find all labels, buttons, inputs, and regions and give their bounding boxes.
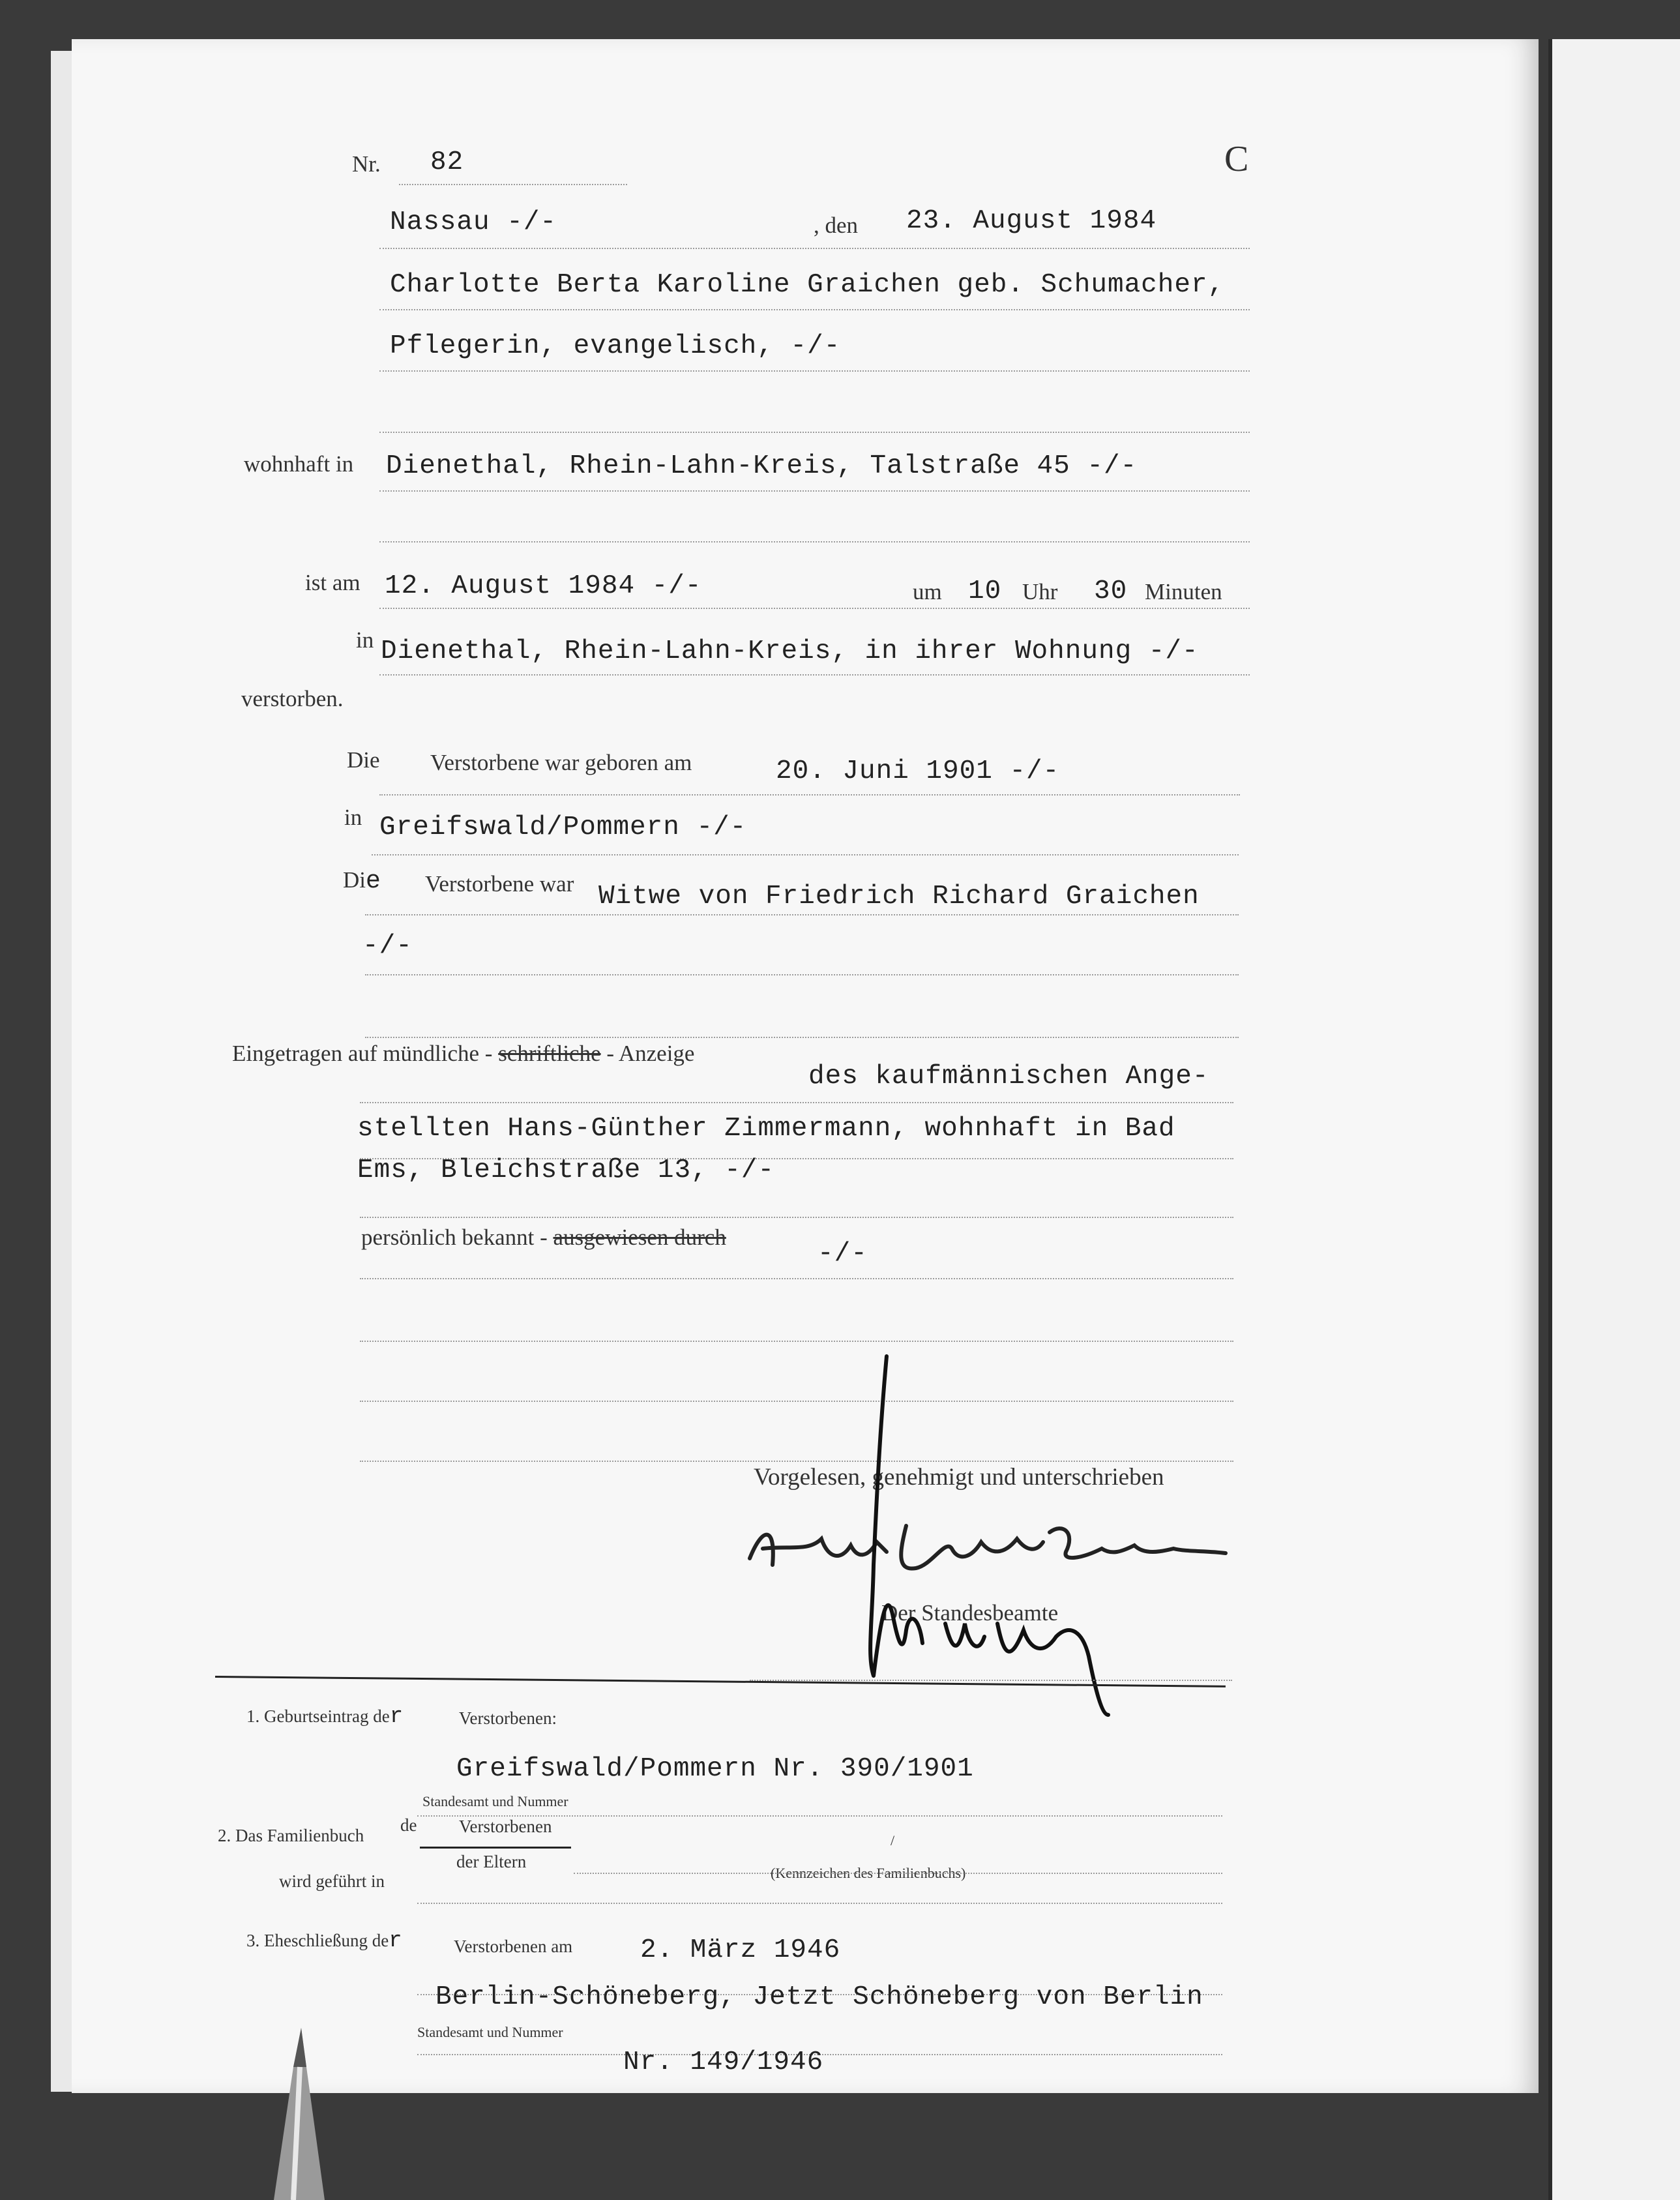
deceased-occupation: Pflegerin, evangelisch, -/- (390, 331, 841, 361)
standesbeamte-label: Der Standesbeamte (881, 1600, 1059, 1626)
item2-line (574, 1873, 1222, 1874)
status-text: Witwe von Friedrich Richard Graichen (598, 882, 1200, 912)
eingetragen-group (232, 1041, 694, 1067)
minuten-label: Minuten (1145, 579, 1222, 604)
status-continuation: -/- (362, 931, 413, 961)
birth-in-label: in (344, 805, 362, 830)
death-place: Dienethal, Rhein-Lahn-Kreis, in ihrer Wohnung -/- (381, 636, 1199, 666)
item1-value: Greifswald/Pommern Nr. 390/1901 (456, 1754, 974, 1784)
anzeige-label: - Anzeige (606, 1041, 695, 1066)
den-label: , den (814, 213, 859, 238)
death-place-line (379, 674, 1250, 676)
item2-verstorbenen: Verstorbenen (459, 1817, 552, 1836)
um-label: um (913, 579, 942, 604)
birth-place-line (372, 854, 1239, 855)
death-in-label: in (356, 627, 374, 653)
nr-underline (399, 184, 627, 185)
occupation-line (379, 370, 1250, 372)
registration-line-2: stellten Hans-Günther Zimmermann, wohnhaft in Bad (357, 1114, 1175, 1144)
vorgelesen-label: Vorgelesen, genehmigt und unterschrieben (754, 1464, 1164, 1491)
birth-die-label: Die (347, 747, 380, 773)
eingetragen-label: Eingetragen auf mündliche - (232, 1041, 493, 1066)
name-line (379, 309, 1250, 310)
item1-label: 1. Geburtseintrag der (246, 1704, 404, 1729)
struck-ausgewiesen: ausgewiesen durch (553, 1225, 726, 1250)
item3-label: 3. Eheschließung der (246, 1929, 403, 1954)
birth-place: Greifswald/Pommern -/- (379, 812, 747, 842)
place-date-line (379, 248, 1250, 249)
deceased-address: Dienethal, Rhein-Lahn-Kreis, Talstraße 45 -/- (386, 451, 1138, 481)
item3-standesamt: Standesamt und Nummer (417, 2024, 563, 2040)
date-value: 23. August 1984 (906, 206, 1157, 236)
registrar-signature (847, 1350, 1173, 1721)
birth-date: 20. Juni 1901 -/- (776, 756, 1060, 786)
item1-verstorbenen: Verstorbenen: (459, 1708, 557, 1728)
struck-schriftliche: schriftliche (498, 1041, 601, 1066)
blank-line-2 (379, 541, 1250, 543)
wohnhaft-label: wohnhaft in (244, 451, 354, 477)
pen-tip (261, 2028, 339, 2200)
item2-gefuehrt: wird geführt in (279, 1871, 385, 1891)
deceased-name: Charlotte Berta Karoline Graichen geb. Schumacher, (390, 270, 1225, 300)
item2-label: 2. Das Familienbuch (218, 1826, 364, 1845)
blank-line-4 (360, 1341, 1233, 1342)
address-line (379, 490, 1250, 492)
ist-am-label: ist am (305, 570, 361, 595)
blank-line-1 (379, 432, 1250, 433)
registration-underline-3 (360, 1217, 1233, 1218)
death-date: 12. August 1984 -/- (385, 571, 702, 601)
status-verstorbene-label: Verstorbene war (425, 871, 574, 897)
item2-de: de (400, 1815, 417, 1835)
item2-underline (420, 1847, 571, 1849)
facing-page (1548, 39, 1680, 2200)
registration-line-1: des kaufmännischen Ange- (808, 1062, 1209, 1092)
status-line (365, 914, 1239, 915)
place-value: Nassau -/- (390, 207, 557, 237)
item3-place: Berlin-Schöneberg, Jetzt Schöneberg von Berlin (435, 1982, 1203, 2012)
item1-standesamt: Standesamt und Nummer (422, 1793, 568, 1809)
signature-line (750, 1680, 1232, 1681)
uhr-label: Uhr (1022, 579, 1058, 604)
status-die-label: Die (343, 867, 381, 895)
item3-nr: Nr. 149/1946 (623, 2047, 824, 2077)
bekannt-label: persönlich bekannt - (361, 1225, 548, 1250)
birth-verstorbene-label: Verstorbene war geboren am (430, 750, 692, 775)
registration-line-3: Ems, Bleichstraße 13, -/- (357, 1155, 775, 1185)
item2-eltern: der Eltern (456, 1852, 527, 1871)
death-minute: 30 (1094, 576, 1128, 606)
death-hour: 10 (968, 576, 1002, 606)
nr-value: 82 (430, 147, 464, 177)
item3-date: 2. März 1946 (640, 1935, 841, 1965)
blank-line-3 (365, 1037, 1239, 1038)
item2-kennzeichen: (Kennzeichen des Familienbuchs) (771, 1865, 966, 1881)
item2-line-2 (417, 1903, 1222, 1904)
bekannt-value: -/- (818, 1239, 868, 1269)
death-date-line (379, 608, 1250, 609)
item2-slash: / (891, 1832, 895, 1849)
nr-label: Nr. (352, 151, 381, 177)
item3-verstorbenen: Verstorbenen am (454, 1937, 573, 1956)
birth-date-line (379, 794, 1240, 795)
status-line-2 (365, 974, 1239, 975)
page-letter: C (1224, 139, 1249, 179)
bekannt-group (361, 1225, 726, 1251)
bekannt-line (360, 1278, 1233, 1279)
registration-underline-1 (360, 1102, 1233, 1103)
verstorben-label: verstorben. (241, 686, 344, 711)
